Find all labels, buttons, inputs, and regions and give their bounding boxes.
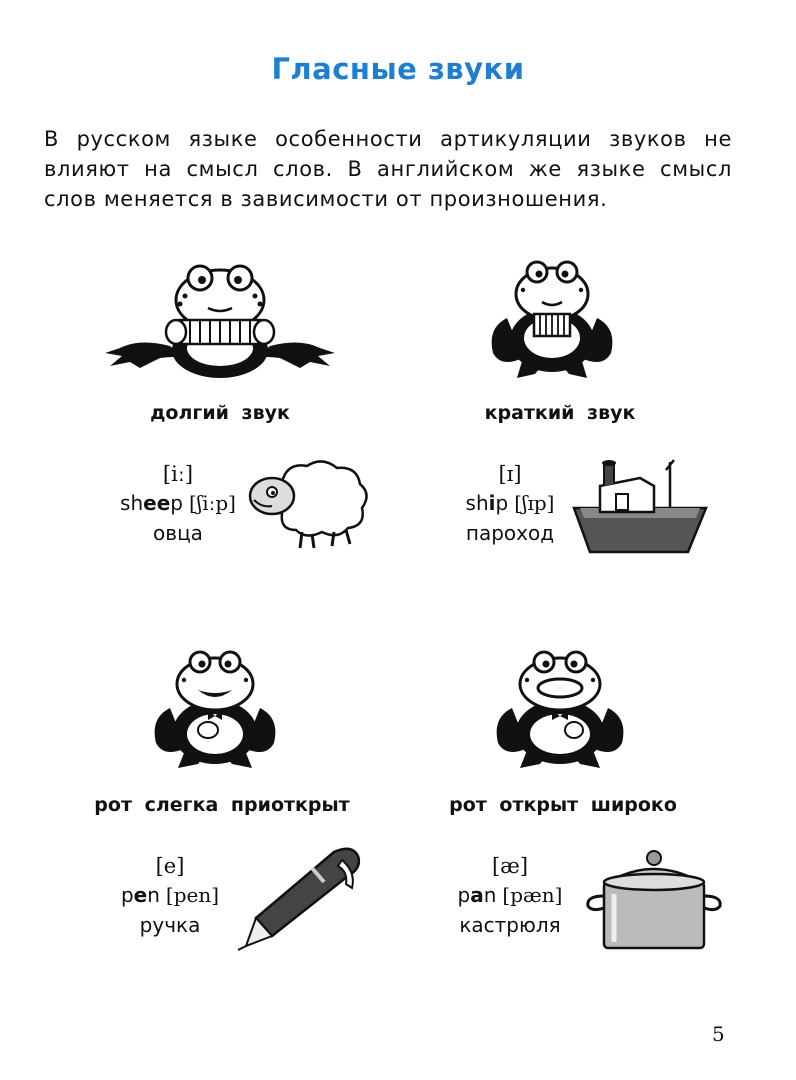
frog-accordion-small-icon [487, 258, 617, 382]
english-word: ship [465, 491, 509, 515]
phoneme: [e] [155, 854, 185, 878]
frog-wide-mouth-icon [490, 650, 630, 772]
page-number: 5 [712, 1022, 725, 1046]
translation: ручка [139, 913, 201, 937]
english-word: pen [120, 883, 160, 907]
label-mouth-slightly-open: рот слегка приоткрыт [94, 794, 350, 816]
phoneme: [æ] [491, 854, 529, 878]
transcription: [ʃɪp] [514, 491, 555, 515]
transcription: [pen] [165, 883, 220, 907]
intro-paragraph: В русском языке особенности артикуляции звуков не влияют на смысл слов. В английском же языке смысл слов меняется в зависимости от произношения. [44, 127, 732, 211]
label-long-sound: долгий звук [150, 402, 290, 424]
label-mouth-wide-open: рот открыт широко [449, 794, 677, 816]
word-card-sheep [88, 460, 268, 548]
sheep-picture [242, 452, 372, 552]
english-word: sheep [120, 491, 183, 515]
pan-picture [580, 846, 730, 956]
translation: пароход [465, 521, 555, 545]
transcription: [pæn] [502, 883, 563, 907]
frog-accordion-wide-icon [100, 258, 340, 388]
ship-picture [570, 456, 710, 556]
phoneme: [ɪ] [498, 462, 522, 486]
pen-picture [226, 842, 366, 952]
word-line [88, 488, 268, 518]
word-line [420, 880, 600, 910]
word-card-pan [420, 852, 600, 940]
label-short-sound: краткий звук [484, 402, 636, 424]
page-title: Гласные звуки [271, 52, 525, 86]
translation: кастрюля [459, 913, 561, 937]
english-word: pan [457, 883, 497, 907]
transcription: [ʃiːp] [188, 491, 236, 515]
phoneme: [iː] [162, 462, 194, 486]
frog-smile-icon [150, 650, 280, 772]
translation: овца [153, 521, 203, 545]
